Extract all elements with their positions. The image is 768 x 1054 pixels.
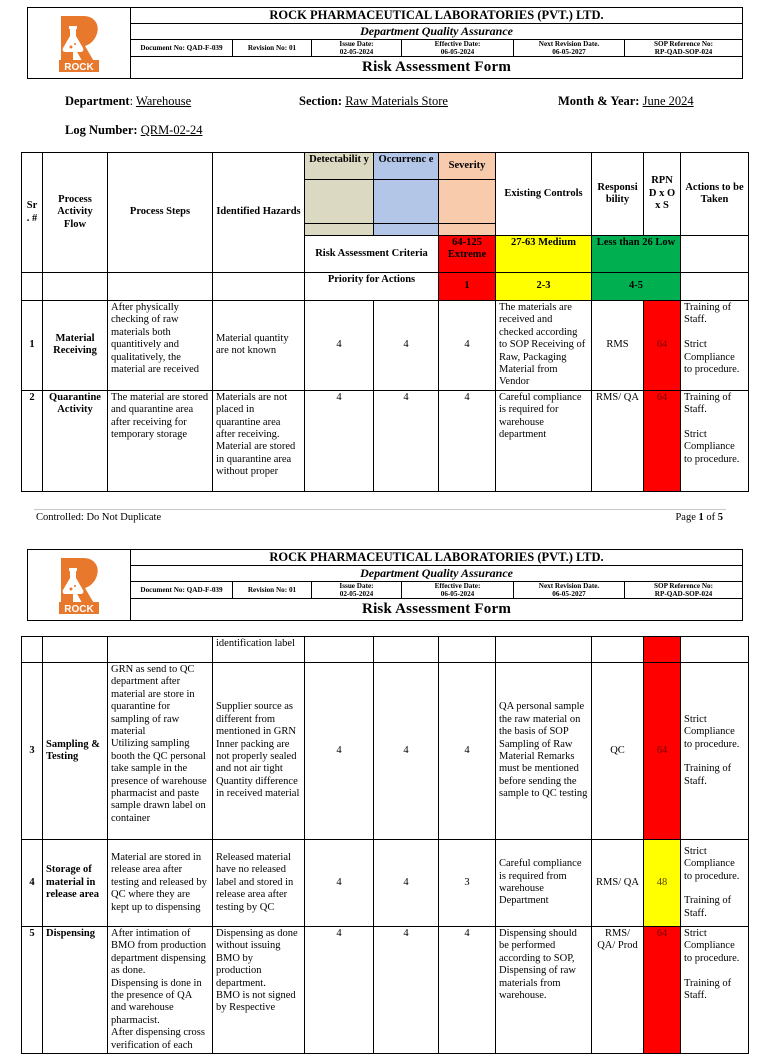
sop-reference: SOP Reference No: RP-QAD-SOP-024 <box>625 582 743 599</box>
col-detectability: Detectabilit y <box>305 153 374 180</box>
col-hazards: Identified Hazards <box>213 153 305 273</box>
criteria-medium: 27-63 Medium <box>496 236 592 273</box>
col-severity: Severity <box>439 153 496 180</box>
priority-medium: 2-3 <box>496 273 592 301</box>
department-field: Department: Warehouse <box>65 94 192 108</box>
logo-text: ROCK <box>64 604 94 615</box>
footer-divider <box>34 509 726 510</box>
table-row: 1 Material Receiving After physically checking of raw materials both quantitively and qualitatively, the material are received Material quantity are not known 4 4 4 The materials are received and checked according to SOP Receiving of Raw, Packaging Material from Vendor RMS 64 Training of Staff. Strict Compliance to procedure. <box>22 301 749 391</box>
section-field: Section: Raw Materials Store <box>299 94 448 108</box>
risk-table-page2 <box>21 636 749 1054</box>
company-name: ROCK PHARMACEUTICAL LABORATORIES (PVT.) LTD. <box>131 8 743 24</box>
revision-number: Revision No: 01 <box>233 582 312 599</box>
next-revision-date: Next Revision Date. 06-05-2027 <box>514 582 625 599</box>
page-indicator: Page 1 of 5 <box>675 512 723 523</box>
footer-controlled: Controlled: Do Not Duplicate <box>36 512 162 523</box>
rpn-value: 64 <box>644 663 681 840</box>
sop-reference: SOP Reference No: RP-QAD-SOP-024 <box>625 40 743 57</box>
log-number-field: Log Number: QRM-02-24 <box>65 123 203 137</box>
document-header <box>27 7 743 79</box>
logo-text: ROCK <box>64 62 94 73</box>
table-row <box>22 637 749 663</box>
next-revision-date: Next Revision Date. 06-05-2027 <box>514 40 625 57</box>
priority-extreme: 1 <box>439 273 496 301</box>
priority-low: 4-5 <box>592 273 681 301</box>
table-row: 4 Storage of material in release area Material are stored in release area after testing and released by QC where they are kept up to dispensing Released material have no released label and stored in release area after testing by QC 4 4 3 Careful compliance is required from warehouse Department RMS/ QA 48 Strict Compliance to procedure. Training of Staff. <box>22 840 749 927</box>
rpn-value: 64 <box>644 390 681 491</box>
revision-number: Revision No: 01 <box>233 40 312 57</box>
company-name: ROCK PHARMACEUTICAL LABORATORIES (PVT.) LTD. <box>131 550 743 566</box>
priority-label: Priority for Actions <box>305 273 439 301</box>
document-header-page2 <box>27 549 743 621</box>
table-row: 3 Sampling & Testing GRN as send to QC department after material are store in quarantine for sampling of raw material Utilizing sampling booth the QC personal take sample in the presence of warehouse pharmacist and paste sample drawn label on container Supplier source as different from mentioned in GRN Inner packing are not properly sealed and not air tight Quantity difference in received material 4 4 4 QA personal sample the raw material on the basis of SOP Sampling of Raw Material Remarks must be mentioned before sending the sample to QC testing QC 64 Strict Compliance to procedure. Training of Staff. <box>22 663 749 840</box>
risk-table-page1 <box>21 152 749 492</box>
form-title: Risk Assessment Form <box>131 599 743 621</box>
form-title: Risk Assessment Form <box>131 57 743 79</box>
col-flow: Process Activity Flow <box>43 153 108 273</box>
department-title: Department Quality Assurance <box>131 24 743 40</box>
criteria-extreme: 64-125 Extreme <box>439 236 496 273</box>
col-occurrence: Occurrenc e <box>374 153 439 180</box>
effective-date: Effective Date: 06-05-2024 <box>402 40 514 57</box>
table-row: 2 Quarantine Activity The material are stored and quarantine area after receiving for temporary storage Materials are not placed in quarantine area after receiving. Material are stored in quarantine area without proper 4 4 4 Careful compliance is required for warehouse department RMS/ QA 64 Training of Staff. Strict Compliance to procedure. <box>22 390 749 491</box>
company-logo <box>28 550 131 621</box>
effective-date: Effective Date: 06-05-2024 <box>402 582 514 599</box>
department-title: Department Quality Assurance <box>131 566 743 582</box>
document-number: Document No: QAD-F-039 <box>131 582 233 599</box>
col-sr: Sr . # <box>22 153 43 273</box>
issue-date: Issue Date: 02-05-2024 <box>312 582 402 599</box>
criteria-low: Less than 26 Low <box>592 236 681 273</box>
month-year-field: Month & Year: June 2024 <box>558 94 694 108</box>
col-rpn: RPN D x O x S <box>644 153 681 236</box>
company-logo <box>28 8 131 79</box>
criteria-label: Risk Assessment Criteria <box>305 236 439 273</box>
col-steps: Process Steps <box>108 153 213 273</box>
col-responsibility: Responsi bility <box>592 153 644 236</box>
issue-date: Issue Date: 02-05-2024 <box>312 40 402 57</box>
rpn-value: 64 <box>644 927 681 1054</box>
rpn-value: 64 <box>644 301 681 391</box>
rpn-value: 48 <box>644 840 681 927</box>
col-controls: Existing Controls <box>496 153 592 236</box>
continuation-text: identification label <box>213 637 305 663</box>
document-number: Document No: QAD-F-039 <box>131 40 233 57</box>
table-row: 5 Dispensing After intimation of BMO from production department dispensing as done. Dispensing is done in the presence of QA and warehouse pharmacist. After dispensing cross verification of each Dispensing as done without issuing BMO by production department. BMO is not signed by Respective 4 4 4 Dispensing should be performed according to SOP, Dispensing of raw materials from warehouse. RMS/ QA/ Prod 64 Strict Compliance to procedure. Training of Staff. <box>22 927 749 1054</box>
col-actions: Actions to be Taken <box>681 153 749 236</box>
